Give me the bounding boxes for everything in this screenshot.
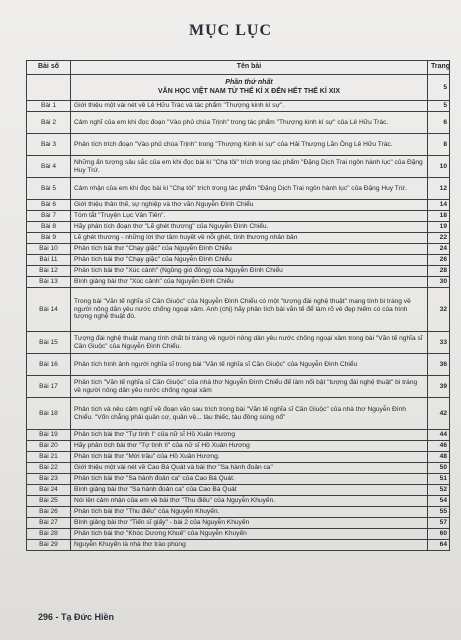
lesson-number: Bài 20: [27, 441, 71, 452]
toc-row: [27, 255, 450, 266]
lesson-number: Bài 1: [27, 101, 71, 112]
toc-row: [27, 277, 450, 288]
lesson-number: Bài 7: [27, 211, 71, 222]
toc-row: [27, 288, 450, 332]
page-title: MỤC LỤC: [189, 22, 272, 39]
toc-row: [27, 485, 450, 496]
lesson-number: Bài 24: [27, 485, 71, 496]
lesson-number: Bài 2: [27, 112, 71, 134]
lesson-number: Bài 27: [27, 518, 71, 529]
part-label: Phần thứ nhất: [225, 79, 273, 87]
toc-row: [27, 354, 450, 376]
lesson-page: 30: [428, 277, 450, 288]
lesson-page: 52: [428, 485, 450, 496]
lesson-page: 5: [428, 101, 450, 112]
lesson-title: Nói lên cảm nhận của em về bài thơ "Thu điếu" của Nguyễn Khuyến.: [71, 496, 428, 507]
lesson-number: Bài 5: [27, 178, 71, 200]
toc-row: [27, 430, 450, 441]
lesson-page: 33: [428, 332, 450, 354]
toc-header-row: [27, 61, 450, 75]
toc-row: [27, 233, 450, 244]
lesson-page: 32: [428, 288, 450, 332]
lesson-page: 57: [428, 518, 450, 529]
lesson-title: Phân tích bài thơ "Khóc Dương Khuê" của Nguyễn Khuyến: [71, 529, 428, 540]
lesson-page: 6: [428, 112, 450, 134]
lesson-page: 48: [428, 452, 450, 463]
lesson-number: Bài 14: [27, 288, 71, 332]
toc-row: [27, 178, 450, 200]
lesson-title: Nguyễn Khuyến là nhà thơ trào phúng: [71, 540, 428, 551]
lesson-number: Bài 29: [27, 540, 71, 551]
lesson-number: Bài 26: [27, 507, 71, 518]
toc-row: [27, 452, 450, 463]
lesson-title: Những ấn tượng sâu sắc của em khi đọc bài kí "Chạ tôi" trích trong tác phẩm "Đặng Dịch Trai ngôn hành lục" của Đặng Huy Trứ.: [71, 156, 428, 178]
lesson-title: Tượng đài nghệ thuật mang tính chất bi tráng về người nông dân yêu nước chống ngoại xâm trong bài "Văn tế nghĩa sĩ Cần Giuộc" của Nguyễn Đình Chiểu.: [71, 332, 428, 354]
lesson-title: Hãy phân tích đoạn thơ "Lẽ ghét thương" của Nguyễn Đình Chiểu.: [71, 222, 428, 233]
lesson-title: Phân tích bài thơ "Xúc cảnh" (Ngồng gió đông) của Nguyễn Đình Chiểu: [71, 266, 428, 277]
lesson-number: Bài 10: [27, 244, 71, 255]
lesson-page: 14: [428, 200, 450, 211]
toc-row: [27, 200, 450, 211]
toc-row: [27, 101, 450, 112]
lesson-number: Bài 3: [27, 134, 71, 156]
toc-row: [27, 540, 450, 551]
toc-row: [27, 112, 450, 134]
lesson-page: 64: [428, 540, 450, 551]
lesson-page: 26: [428, 255, 450, 266]
lesson-page: 54: [428, 496, 450, 507]
lesson-number: Bài 8: [27, 222, 71, 233]
toc-row: [27, 244, 450, 255]
lesson-title: Phân tích bài thơ "Thu điếu" của Nguyễn Khuyến.: [71, 507, 428, 518]
toc-row: [27, 507, 450, 518]
lesson-page: 12: [428, 178, 450, 200]
lesson-page: 19: [428, 222, 450, 233]
lesson-page: 36: [428, 354, 450, 376]
lesson-title: Cảm nhận của em khi đọc bài kí "Chạ tôi" trích trong tác phẩm "Đặng Dịch Trai ngôn hành lục" của Đặng Huy Trứ.: [71, 178, 428, 200]
toc-row: [27, 156, 450, 178]
lesson-page: 60: [428, 529, 450, 540]
toc-row: [27, 376, 450, 398]
lesson-page: 46: [428, 441, 450, 452]
lesson-page: 24: [428, 244, 450, 255]
lesson-number: Bài 21: [27, 452, 71, 463]
toc-row: [27, 441, 450, 452]
toc-row: [27, 134, 450, 156]
lesson-title: Phân tích bài thơ "Mời trầu" của Hồ Xuân Hương.: [71, 452, 428, 463]
lesson-page: 55: [428, 507, 450, 518]
lesson-number: Bài 22: [27, 463, 71, 474]
toc-row: [27, 463, 450, 474]
lesson-number: Bài 25: [27, 496, 71, 507]
toc-row: [27, 529, 450, 540]
toc-row: [27, 211, 450, 222]
header-num: Bài số: [27, 61, 71, 75]
lesson-page: 10: [428, 156, 450, 178]
lesson-title: Hãy phân tích bài thơ "Tự tình II" của nữ sĩ Hồ Xuân Hương: [71, 441, 428, 452]
lesson-title: Cảm nghĩ của em khi đọc đoạn "Vào phủ chúa Trịnh" trong tác phẩm "Thượng kinh kí sự" của Lê Hữu Trác.: [71, 112, 428, 134]
part-page: 5: [428, 75, 450, 101]
lesson-page: 22: [428, 233, 450, 244]
toc-row: [27, 496, 450, 507]
lesson-page: 42: [428, 398, 450, 430]
lesson-number: Bài 4: [27, 156, 71, 178]
lesson-title: Trong bài "Văn tế nghĩa sĩ Cần Giuộc" của Nguyễn Đình Chiểu có một "tượng đài nghệ thuật" mang tính bi tráng về người nông dân yêu nước chống ngoại xâm. Anh (chị) hãy phân tích bài văn tế để làm rõ vẻ đẹp hiếm có của hình tượng nghệ thuật đó.: [71, 288, 428, 332]
lesson-title: Tóm tắt "Truyện Lục Vân Tiên".: [71, 211, 428, 222]
lesson-title: Giới thiệu thân thế, sự nghiệp và thơ văn Nguyễn Đình Chiểu: [71, 200, 428, 211]
lesson-title: Phân tích và nêu cảm nghĩ về đoạn văn sau trích trong bài "Văn tế nghĩa sĩ Cần Giuộc" của nhà thơ Nguyễn Đình Chiểu. "Vốn chẳng phải quân cơ, quân vệ... tàu thiếc, tàu đồng súng nổ": [71, 398, 428, 430]
header-name: Tên bài: [71, 61, 428, 75]
toc-row: [27, 474, 450, 485]
toc-row: [27, 398, 450, 430]
lesson-title: Phân tích bài thơ "Chạy giặc" của Nguyễn Đình Chiểu: [71, 244, 428, 255]
lesson-number: Bài 28: [27, 529, 71, 540]
lesson-number: Bài 12: [27, 266, 71, 277]
lesson-number: Bài 19: [27, 430, 71, 441]
toc-row: [27, 222, 450, 233]
lesson-page: 44: [428, 430, 450, 441]
header-page: Trang: [428, 61, 450, 75]
lesson-title: Giới thiệu một vài nét về Lê Hữu Trác và tác phẩm "Thượng kinh kí sự".: [71, 101, 428, 112]
part-title: [71, 75, 428, 101]
toc-row: [27, 332, 450, 354]
toc-row: [27, 518, 450, 529]
lesson-number: Bài 16: [27, 354, 71, 376]
lesson-number: Bài 6: [27, 200, 71, 211]
lesson-page: 8: [428, 134, 450, 156]
toc-row: [27, 266, 450, 277]
part-heading: VĂN HỌC VIỆT NAM TỪ THẾ KỈ X ĐẾN HẾT THẾ KỈ XIX: [158, 87, 340, 95]
lesson-number: Bài 18: [27, 398, 71, 430]
lesson-number: Bài 23: [27, 474, 71, 485]
lesson-number: Bài 15: [27, 332, 71, 354]
lesson-title: Phân tích hình ảnh người nghĩa sĩ trong bài "Văn tế nghĩa sĩ Cần Giuộc" của Nguyễn Đình Chiểu: [71, 354, 428, 376]
lesson-page: 28: [428, 266, 450, 277]
lesson-title: Giới thiệu một vài nét về Cao Bá Quát và bài thơ "Sa hành đoản ca": [71, 463, 428, 474]
lesson-title: Bình giảng bài thơ "Xúc cảnh" của Nguyễn Đình Chiểu: [71, 277, 428, 288]
lesson-number: Bài 11: [27, 255, 71, 266]
page-footer: 296 - Tạ Đức Hiền: [38, 612, 115, 622]
lesson-number: Bài 9: [27, 233, 71, 244]
lesson-title: Bình giảng bài thơ "Sa hành đoản ca" của Cao Bá Quát: [71, 485, 428, 496]
lesson-title: Phân tích bài thơ "Chạy giặc" của Nguyễn Đình Chiểu: [71, 255, 428, 266]
lesson-number: Bài 17: [27, 376, 71, 398]
lesson-title: Phân tích trích đoạn "Vào phủ chúa Trịnh" trong "Thượng Kinh kí sự" của Hải Thượng Lãn Ông Lê Hữu Trác.: [71, 134, 428, 156]
lesson-title: Lẽ ghét thương - những lời thơ tâm huyết về nỗi ghét, tình thương nhân bản: [71, 233, 428, 244]
lesson-title: Phân tích bài thơ "Sa hành đoản ca" của Cao Bá Quát.: [71, 474, 428, 485]
part-num: [27, 75, 71, 101]
lesson-page: 18: [428, 211, 450, 222]
lesson-page: 51: [428, 474, 450, 485]
lesson-page: 50: [428, 463, 450, 474]
lesson-title: Bình giảng bài thơ "Tiến sĩ giấy" - bài 2 của Nguyễn Khuyến: [71, 518, 428, 529]
part-row: [27, 75, 450, 101]
toc-table: [26, 60, 450, 551]
lesson-number: Bài 13: [27, 277, 71, 288]
lesson-page: 39: [428, 376, 450, 398]
lesson-title: Phân tích "Văn tế nghĩa sĩ Cần Giuộc" của nhà thơ Nguyễn Đình Chiểu để làm nổi bật "tượng đài nghệ thuật" bi tráng về người nông dân yêu nước chống ngoại xâm: [71, 376, 428, 398]
lesson-title: Phân tích bài thơ "Tự tình I" của nữ sĩ Hồ Xuân Hương: [71, 430, 428, 441]
